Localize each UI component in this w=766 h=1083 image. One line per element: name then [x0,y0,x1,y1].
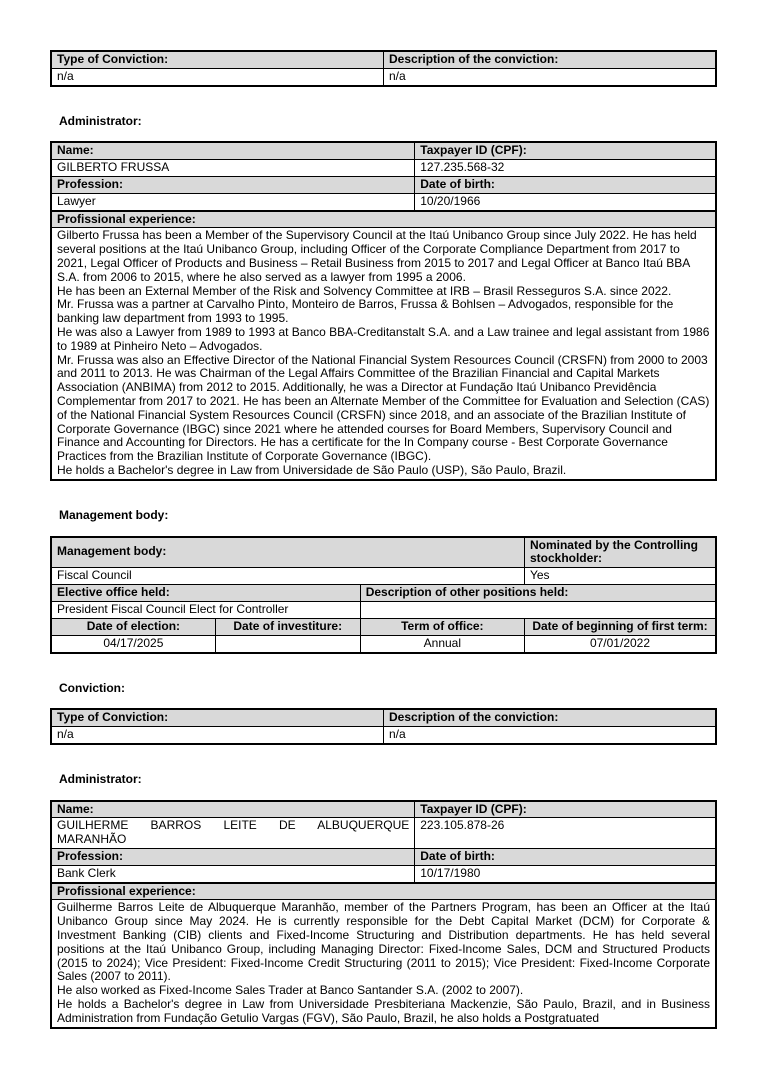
table-row [51,68,716,85]
table-row [51,211,716,228]
experience-text [51,228,716,480]
dob-header: Date of birth: [415,176,716,193]
conviction-description-value: n/a [384,727,717,744]
table-row [51,193,716,210]
cpf-value: 127.235.568-32 [415,160,716,177]
table-row [51,818,716,849]
table-row [51,601,716,618]
administrator-table-2 [50,800,717,1029]
other-positions-header: Description of other positions held: [360,584,716,601]
management-body-heading: Management body: [59,507,169,522]
conviction-heading: Conviction: [59,680,125,695]
name-line: GUILHERME BARROS LEITE DE ALBUQUERQUE [57,818,410,833]
experience-paragraph: He has been an External Member of the Risk and Solvency Committee at IRB – Brasil Resseguros S.A. since 2022. [57,283,672,298]
nominated-header: Nominated by the Controlling stockholder: [524,537,716,568]
conviction-type-value: n/a [51,68,384,85]
experience-header: Profissional experience: [51,211,716,228]
experience-paragraph: Mr. Frussa was a partner at Carvalho Pinto, Monteiro de Barros, Frussa & Bohlsen – Advogados, responsible for the banking law department from 1993 to 1995. [57,297,674,326]
first-term-value: 07/01/2022 [524,635,716,653]
experience-paragraph: Mr. Frussa was also an Effective Director of the National Financial System Resources Council (CRSFN) from 2000 to 2003 and 2011 to 2013. He was Chairman of the Legal Affairs Committee of the Brazilian Financial and Capital Markets Association (ANBIMA) from 2012 to 2015. Additionally, he was a Director at Fundação Itaú Unibanco Previdência Complementar from 2017 to 2021. He has been an Alternate Member of the Committee for Evaluation and Selection (CAS) of the National Financial System Resources Council (CRSFN) since 2018, and an associate of the Brazilian Institute of Corporate Governance (IBGC) since 2021 where he attended courses for Board Members, Supervisory Council and Finance and Accounting for Directors. He has a certificate for the In Company course - Best Corporate Governance Practices from the Brazilian Institute of Corporate Governance (IBGC). [57,352,710,464]
table-row [51,176,716,193]
management-body-value: Fiscal Council [51,568,524,585]
term-of-office-value: Annual [360,635,524,653]
table-row [51,584,716,601]
table-row [51,618,716,635]
conviction-type-header: Type of Conviction: [51,51,384,68]
nominated-value: Yes [524,568,716,585]
table-row [51,849,716,866]
table-row [51,865,716,882]
elective-office-header: Elective office held: [51,584,360,601]
experience-text [51,900,716,1028]
experience-paragraph: He holds a Bachelor's degree in Law from Universidade de São Paulo (USP), São Paulo, Brazil. [57,462,567,477]
date-of-investiture-header: Date of investiture: [215,618,360,635]
table-row [51,160,716,177]
table-row [51,635,716,653]
conviction-description-header: Description of the conviction: [384,51,717,68]
name-line: MARANHÃO [57,832,127,847]
management-body-table [50,536,717,654]
experience-header: Profissional experience: [51,883,716,900]
management-body-header: Management body: [51,537,524,568]
date-of-election-header: Date of election: [51,618,215,635]
table-row [51,709,716,726]
administrator-table-1 [50,141,717,480]
name-value [51,818,415,849]
cpf-header: Taxpayer ID (CPF): [415,801,716,818]
first-term-header: Date of beginning of first term: [524,618,716,635]
date-of-investiture-value [215,635,360,653]
experience-paragraph: Guilherme Barros Leite de Albuquerque Maranhão, member of the Partners Program, has been an Officer at the Itaú Unibanco Group since May 2024. He is currently responsible for the Debt Capital Market (DCM) for Corporate & Investment Banking (CIB) clients and Fixed-Income Structuring and Distribution departments. He has held several positions at the Itaú Unibanco Group, including Managing Director: Fixed-Income Sales, DCM and Structured Products (2015 to 2024); Vice President: Fixed-Income Credit Structuring (2011 to 2015); Vice President: Fixed-Income Corporate Sales (2007 to 2011). [57,900,710,984]
experience-paragraph: He was also a Lawyer from 1989 to 1993 at Banco BBA-Creditanstalt S.A. and a Law trainee and legal assistant from 1986 to 1989 at Pinheiro Neto – Advogados. [57,324,710,353]
conviction-table-1 [50,50,717,87]
conviction-description-value: n/a [384,68,717,85]
table-row [51,883,716,900]
table-row [51,801,716,818]
experience-paragraph: Gilberto Frussa has been a Member of the Supervisory Council at the Itaú Unibanco Group since July 2022. He has held several positions at the Itaú Unibanco Group, including Officer of the Corporate Compliance Department from 2017 to 2021, Legal Officer of Products and Business – Retail Business from 2015 to 2017 and Legal Officer at Banco Itaú BBA S.A. from 2006 to 2015, where he also served as a lawyer from 1995 a 2006. [57,228,697,284]
term-of-office-header: Term of office: [360,618,524,635]
profession-header: Profession: [51,849,415,866]
experience-paragraph: He also worked as Fixed-Income Sales Trader at Banco Santander S.A. (2002 to 2007). [57,983,524,998]
table-row [51,537,716,568]
conviction-description-header: Description of the conviction: [384,709,717,726]
name-header: Name: [51,142,415,159]
table-row [51,900,716,1028]
conviction-type-value: n/a [51,727,384,744]
table-row [51,228,716,480]
conviction-table-2 [50,708,717,745]
administrator-heading: Administrator: [59,771,142,786]
other-positions-value [360,601,716,618]
dob-value: 10/20/1966 [415,193,716,210]
conviction-type-header: Type of Conviction: [51,709,384,726]
name-header: Name: [51,801,415,818]
administrator-heading: Administrator: [59,113,142,128]
table-row [51,568,716,585]
dob-value: 10/17/1980 [415,865,716,882]
experience-paragraph: He holds a Bachelor's degree in Law from Universidade Presbiteriana Mackenzie, São Paulo, Brazil, and in Business Administration from Fundação Getulio Vargas (FGV), São Paulo, Brazil, he also holds a Postgratuated [57,997,710,1025]
table-row [51,142,716,159]
table-row [51,727,716,744]
name-value: GILBERTO FRUSSA [51,160,415,177]
profession-value: Bank Clerk [51,865,415,882]
cpf-value: 223.105.878-26 [415,818,716,849]
date-of-election-value: 04/17/2025 [51,635,215,653]
elective-office-value: President Fiscal Council Elect for Controller [51,601,360,618]
profession-header: Profession: [51,176,415,193]
table-row [51,51,716,68]
cpf-header: Taxpayer ID (CPF): [415,142,716,159]
profession-value: Lawyer [51,193,415,210]
dob-header: Date of birth: [415,849,716,866]
